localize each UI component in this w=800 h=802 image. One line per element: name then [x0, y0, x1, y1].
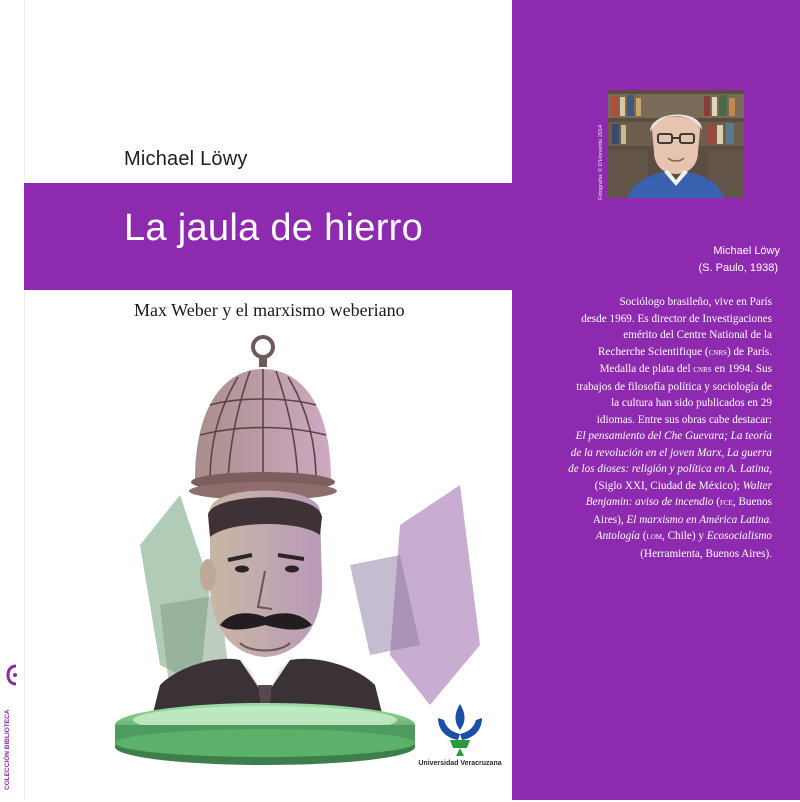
bio-text-run: lom — [646, 531, 662, 542]
publisher-name: Universidad Veracruzana — [418, 760, 502, 767]
bio-text-run: Benjamin: aviso de incendio — [585, 496, 714, 508]
bio-text-run: (Siglo XXI, Ciudad de México); — [594, 479, 743, 492]
bio-text-run: trabajos de filosofía política y sociología de — [576, 380, 772, 393]
bio-line — [524, 512, 772, 529]
bio-line — [524, 379, 772, 396]
bio-text-run: de los dioses: religión y política en A. Latina, — [568, 463, 772, 475]
bio-line — [524, 478, 772, 495]
bio-text-run: Sociólogo brasileño, vive en París — [619, 296, 772, 308]
bio-line — [524, 546, 772, 563]
bio-text-run: la cultura han sido publicados en 29 — [611, 397, 772, 409]
bio-line — [524, 294, 772, 311]
bio-text-run: ( — [639, 530, 647, 542]
bio-text-run: en 1994. Sus — [711, 363, 772, 375]
bio-text-run: Medalla de plata del — [599, 363, 694, 375]
bio-author-name: Michael Löwy — [713, 245, 780, 257]
bio-text-run: Walter — [742, 479, 772, 492]
bio-text-run: de la revolución en el joven Marx, La guerra — [570, 446, 772, 459]
bio-line — [524, 395, 772, 412]
collection-logo-icon — [6, 664, 20, 686]
bio-text-run: emérito del Centre National de la — [623, 329, 772, 341]
bio-text-run: Recherche Scientifique ( — [598, 345, 709, 358]
bio-text-run: fce — [720, 497, 733, 508]
bio-line — [524, 461, 772, 478]
bio-text-run: cnrs — [693, 364, 712, 375]
bio-line — [524, 445, 772, 462]
bio-text-run: El marxismo en América Latina. — [626, 513, 772, 526]
book-spine — [0, 0, 25, 800]
bio-text-run: , Buenos — [732, 496, 772, 508]
bio-line — [524, 361, 772, 379]
title-band — [24, 183, 512, 290]
bio-line — [524, 428, 772, 445]
bio-line — [524, 528, 772, 546]
bio-text-run: cnrs — [708, 346, 727, 358]
bio-line — [524, 327, 772, 344]
spine-label — [4, 692, 20, 802]
bio-text-run: idiomas. Entre sus obras cabe destacar: — [596, 413, 772, 426]
bio-line — [524, 311, 772, 328]
collection-name: COLECCIÓN BIBLIOTECA — [4, 709, 11, 790]
bio-text-run: , Chile) y — [661, 530, 707, 542]
bio-line — [524, 412, 772, 429]
bio-text-run: (Herramienta, Buenos Aires). — [640, 547, 772, 560]
bio-author-dates: (S. Paulo, 1938) — [698, 262, 778, 274]
bio-text-run: Aires), — [592, 513, 627, 526]
bio-text-run: desde 1969. Es director de Investigaciones — [581, 312, 772, 325]
bio-text-run: El pensamiento del Che Guevara; La teoría — [575, 430, 772, 442]
author-photo — [608, 90, 744, 198]
bio-text-run: ) de París. — [726, 345, 772, 358]
university-logo-icon — [430, 700, 490, 758]
book-title: La jaula de hierro — [124, 207, 424, 249]
author-name: Michael Löwy — [124, 148, 248, 170]
bio-text-run: Antología — [595, 530, 640, 542]
photo-credit — [598, 100, 608, 200]
photo-credit-text: Fotografía: © D'Horvertte 2014 — [598, 124, 604, 200]
author-biography — [524, 294, 772, 562]
bio-line — [524, 344, 772, 362]
bio-text-run: ( — [713, 496, 720, 508]
back-cover — [512, 0, 800, 800]
bio-line — [524, 494, 772, 512]
book-subtitle: Max Weber y el marxismo weberiano — [134, 300, 405, 320]
bio-text-run: Ecosocialismo — [706, 530, 772, 542]
